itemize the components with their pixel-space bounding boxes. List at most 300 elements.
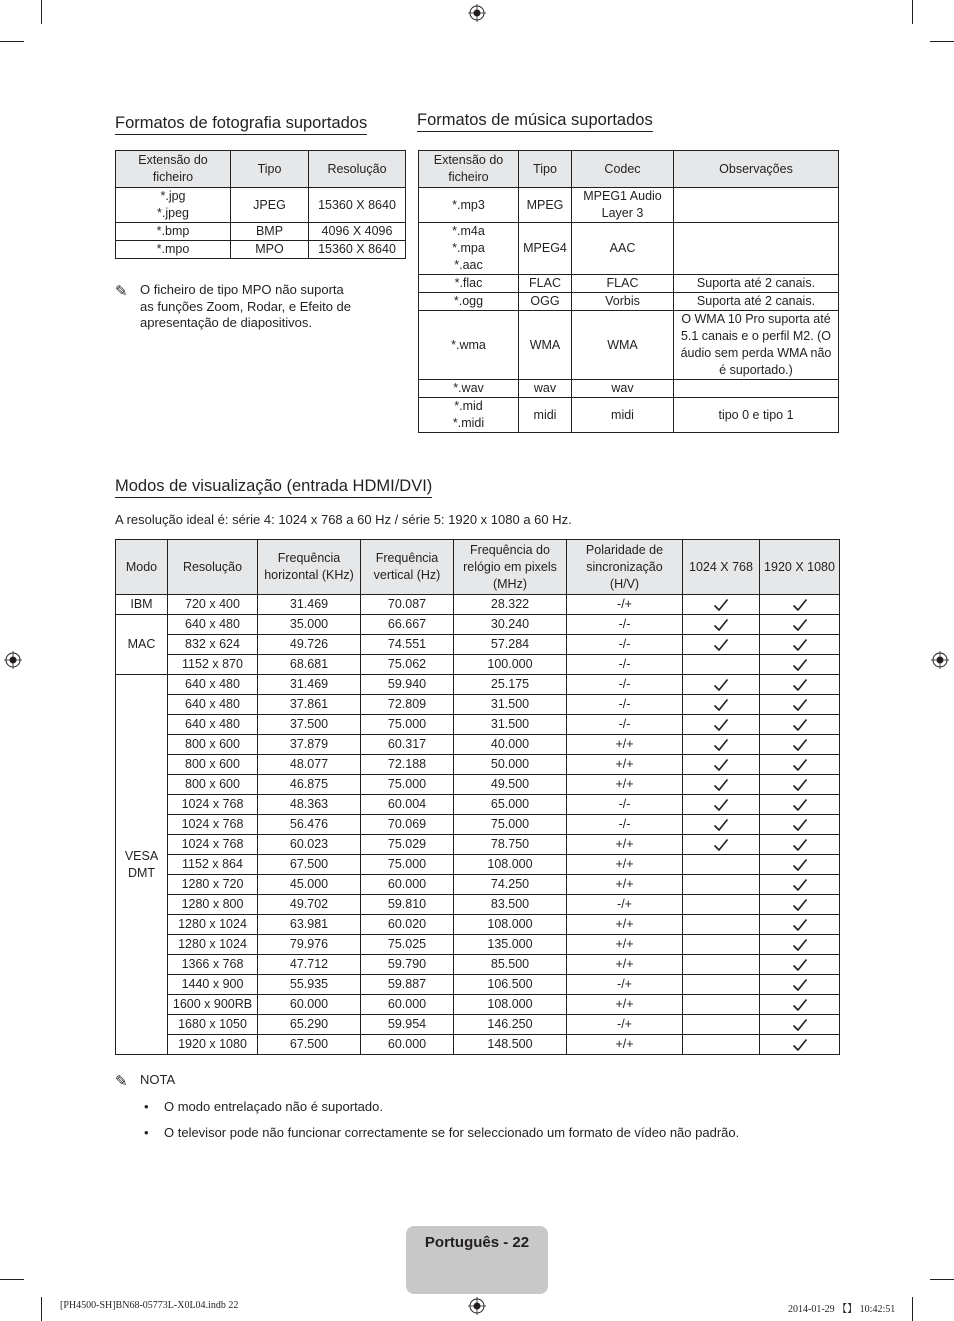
resolution-cell: 800 x 600 (168, 775, 258, 795)
type-cell: BMP (231, 223, 309, 241)
resolution-cell: 800 x 600 (168, 755, 258, 775)
modes-section-title: Modos de visualização (entrada HDMI/DVI) (115, 477, 432, 498)
extension-cell (116, 223, 231, 241)
table-row (116, 875, 840, 895)
resolution-cell: 640 x 480 (168, 675, 258, 695)
type-cell: FLAC (519, 275, 572, 293)
photo-table-header (116, 151, 406, 188)
extension-cell (419, 275, 519, 293)
pixel-clock-cell: 75.000 (454, 815, 567, 835)
supported-cell (683, 675, 760, 695)
table-row (116, 695, 840, 715)
table-row (116, 188, 406, 223)
crop-mark (912, 0, 913, 24)
table-row (116, 1015, 840, 1035)
music-section-title: Formatos de música suportados (417, 111, 653, 132)
cell-text: sincronização (586, 559, 663, 574)
pixel-clock-cell: 57.284 (454, 635, 567, 655)
column-header: Tipo (231, 151, 309, 188)
extension-cell (419, 293, 519, 311)
table-row (116, 755, 840, 775)
supported-cell (760, 755, 840, 775)
polarity-cell: -/- (567, 715, 683, 735)
pixel-clock-cell: 78.750 (454, 835, 567, 855)
checkmark-icon (792, 658, 808, 672)
crop-mark (930, 41, 954, 42)
pixel-clock-cell: 148.500 (454, 1035, 567, 1055)
supported-cell (683, 715, 760, 735)
cell-text: 1024 X 768 (689, 559, 753, 574)
checkmark-icon (792, 798, 808, 812)
polarity-cell: +/+ (567, 915, 683, 935)
checkmark-icon (713, 598, 729, 612)
supported-cell (760, 655, 840, 675)
polarity-cell: -/- (567, 635, 683, 655)
supported-cell (683, 795, 760, 815)
pixel-clock-cell: 40.000 (454, 735, 567, 755)
table-row (116, 815, 840, 835)
v-freq-cell: 59.940 (361, 675, 454, 695)
resolution-cell: 1280 x 800 (168, 895, 258, 915)
cell-text: Vorbis (605, 294, 640, 308)
codec-cell (572, 223, 674, 275)
h-freq-cell: 37.879 (258, 735, 361, 755)
h-freq-cell: 46.875 (258, 775, 361, 795)
h-freq-cell: 67.500 (258, 855, 361, 875)
polarity-cell: +/+ (567, 775, 683, 795)
v-freq-cell: 70.069 (361, 815, 454, 835)
table-row (419, 275, 839, 293)
supported-cell (760, 975, 840, 995)
h-freq-cell: 35.000 (258, 615, 361, 635)
note-bullet-1: O modo entrelaçado não é suportado. (164, 1099, 383, 1114)
table-row (116, 995, 840, 1015)
page-number: Português - 22 (424, 1234, 530, 1251)
supported-cell (683, 835, 760, 855)
cell-text: horizontal (KHz) (264, 568, 354, 582)
resolution-cell: 1152 x 864 (168, 855, 258, 875)
supported-cell (760, 895, 840, 915)
codec-cell (572, 398, 674, 433)
cell-text: relógio em pixels (463, 559, 557, 574)
table-row (116, 975, 840, 995)
crop-mark (912, 1297, 913, 1321)
cell-text: IBM (130, 597, 153, 611)
empty-cell (683, 995, 760, 1015)
crop-mark (41, 1297, 42, 1321)
h-freq-cell: 60.000 (258, 995, 361, 1015)
h-freq-cell: 49.726 (258, 635, 361, 655)
empty-cell (683, 955, 760, 975)
cell-text: Frequência (277, 551, 341, 565)
polarity-cell: -/- (567, 675, 683, 695)
pixel-clock-cell: 25.175 (454, 675, 567, 695)
cell-text: *.jpg (160, 189, 186, 203)
cell-text: *.mid (454, 399, 483, 413)
cell-text: as funções Zoom, Rodar, e Efeito de (140, 298, 352, 314)
v-freq-cell: 75.000 (361, 775, 454, 795)
resolution-cell: 15360 X 8640 (309, 241, 406, 259)
polarity-cell: +/+ (567, 955, 683, 975)
supported-cell (683, 635, 760, 655)
checkmark-icon (713, 698, 729, 712)
cell-text: *.jpeg (157, 206, 189, 220)
checkmark-icon (792, 998, 808, 1012)
pixel-clock-cell: 65.000 (454, 795, 567, 815)
crop-mark (0, 1279, 24, 1280)
bullet-dot: • (144, 1099, 149, 1114)
cell-text: (MHz) (492, 576, 527, 591)
v-freq-cell: 75.000 (361, 715, 454, 735)
cell-text: DMT (127, 865, 156, 880)
column-header (361, 540, 454, 595)
pixel-clock-cell: 100.000 (454, 655, 567, 675)
cell-text: midi (611, 407, 634, 422)
mode-cell (116, 595, 168, 615)
table-row (419, 223, 839, 275)
polarity-cell: +/+ (567, 935, 683, 955)
checkmark-icon (713, 778, 729, 792)
extension-cell (419, 311, 519, 380)
cell-text: áudio sem perda WMA não (680, 346, 832, 360)
extension-cell (419, 380, 519, 398)
checkmark-icon (713, 718, 729, 732)
cell-text: *.aac (454, 258, 483, 272)
print-slug-left: [PH4500-SH]BN68-05773L-X0L04.indb 22 (60, 1300, 239, 1311)
supported-cell (683, 815, 760, 835)
checkmark-icon (792, 1018, 808, 1032)
supported-cell (760, 615, 840, 635)
pixel-clock-cell: 28.322 (454, 595, 567, 615)
checkmark-icon (792, 858, 808, 872)
extension-cell (116, 241, 231, 259)
extension-cell (116, 188, 231, 223)
cell-text: *.mpa (452, 241, 485, 255)
empty-cell (683, 875, 760, 895)
supported-cell (760, 595, 840, 615)
type-cell: JPEG (231, 188, 309, 223)
polarity-cell: +/+ (567, 1035, 683, 1055)
photo-formats-table (115, 150, 406, 259)
registration-mark-icon (468, 4, 486, 22)
checkmark-icon (792, 838, 808, 852)
v-freq-cell: 60.020 (361, 915, 454, 935)
checkmark-icon (792, 738, 808, 752)
photo-note (140, 282, 351, 332)
v-freq-cell: 66.667 (361, 615, 454, 635)
pixel-clock-cell: 108.000 (454, 995, 567, 1015)
cell-text: Polaridade de (585, 542, 664, 557)
checkmark-icon (792, 958, 808, 972)
cell-text: apresentação de diapositivos. (140, 315, 313, 330)
resolution-cell: 4096 X 4096 (309, 223, 406, 241)
column-header: Extensão do ficheiro (116, 151, 231, 188)
table-row (419, 188, 839, 223)
cell-text: WMA (607, 337, 638, 352)
cell-text: Suporta até 2 canais. (696, 276, 816, 290)
supported-cell (760, 795, 840, 815)
cell-text: Frequência (375, 551, 439, 565)
table-row (116, 595, 840, 615)
resolution-cell: 1366 x 768 (168, 955, 258, 975)
cell-text: Layer 3 (601, 206, 644, 220)
resolution-cell: 1440 x 900 (168, 975, 258, 995)
h-freq-cell: 60.023 (258, 835, 361, 855)
empty-cell (683, 1035, 760, 1055)
polarity-cell: +/+ (567, 855, 683, 875)
checkmark-icon (792, 678, 808, 692)
registration-mark-icon (468, 1297, 486, 1315)
type-cell: MPO (231, 241, 309, 259)
resolution-cell: 1152 x 870 (168, 655, 258, 675)
table-row (116, 241, 406, 259)
column-header: Observações (674, 151, 839, 188)
polarity-cell: +/+ (567, 835, 683, 855)
resolution-cell: 800 x 600 (168, 735, 258, 755)
cell-text: Resolução (182, 559, 243, 574)
music-table-header (419, 151, 839, 188)
v-freq-cell: 60.000 (361, 875, 454, 895)
supported-cell (760, 935, 840, 955)
pixel-clock-cell: 30.240 (454, 615, 567, 635)
checkmark-icon (792, 618, 808, 632)
resolution-cell: 1280 x 1024 (168, 915, 258, 935)
polarity-cell: +/+ (567, 875, 683, 895)
table-row (419, 311, 839, 380)
supported-cell (760, 715, 840, 735)
column-header (258, 540, 361, 595)
supported-cell (760, 635, 840, 655)
codec-cell (572, 380, 674, 398)
resolution-cell: 1680 x 1050 (168, 1015, 258, 1035)
cell-text: 1920 X 1080 (764, 559, 835, 574)
table-row (116, 735, 840, 755)
cell-text: *.flac (454, 276, 483, 290)
v-freq-cell: 59.790 (361, 955, 454, 975)
cell-text: *.wav (453, 381, 484, 395)
h-freq-cell: 48.077 (258, 755, 361, 775)
observations-cell (674, 293, 839, 311)
type-cell: MPEG4 (519, 223, 572, 275)
resolution-cell: 1024 x 768 (168, 815, 258, 835)
table-row (116, 795, 840, 815)
empty-cell (683, 975, 760, 995)
pixel-clock-cell: 146.250 (454, 1015, 567, 1035)
table-row (116, 223, 406, 241)
checkmark-icon (792, 758, 808, 772)
empty-cell (683, 655, 760, 675)
resolution-cell: 1600 x 900RB (168, 995, 258, 1015)
column-header: Resolução (309, 151, 406, 188)
cell-text: O WMA 10 Pro suporta até (681, 312, 831, 326)
polarity-cell: -/+ (567, 1015, 683, 1035)
polarity-cell: -/+ (567, 975, 683, 995)
table-row (116, 855, 840, 875)
checkmark-icon (792, 638, 808, 652)
resolution-cell: 640 x 480 (168, 715, 258, 735)
h-freq-cell: 37.861 (258, 695, 361, 715)
h-freq-cell: 45.000 (258, 875, 361, 895)
supported-cell (760, 775, 840, 795)
observations-cell (674, 223, 839, 275)
cell-text: (H/V) (609, 576, 640, 591)
polarity-cell: +/+ (567, 755, 683, 775)
v-freq-cell: 59.954 (361, 1015, 454, 1035)
cell-text: Modo (125, 559, 158, 574)
column-header: Codec (572, 151, 674, 188)
pixel-clock-cell: 31.500 (454, 715, 567, 735)
note-title: NOTA (140, 1072, 176, 1087)
resolution-cell: 1920 x 1080 (168, 1035, 258, 1055)
supported-cell (760, 955, 840, 975)
resolution-cell: 1024 x 768 (168, 835, 258, 855)
crop-mark (930, 1279, 954, 1280)
cell-text: *.bmp (156, 224, 190, 238)
resolution-cell: 15360 X 8640 (309, 188, 406, 223)
column-header (168, 540, 258, 595)
mode-cell (116, 615, 168, 675)
h-freq-cell: 47.712 (258, 955, 361, 975)
cell-text: *.m4a (452, 224, 485, 238)
checkmark-icon (792, 698, 808, 712)
supported-cell (760, 1035, 840, 1055)
v-freq-cell: 75.000 (361, 855, 454, 875)
type-cell: OGG (519, 293, 572, 311)
cell-text: *.ogg (453, 294, 484, 308)
supported-cell (683, 595, 760, 615)
empty-cell (683, 1015, 760, 1035)
pixel-clock-cell: 74.250 (454, 875, 567, 895)
cell-text: AAC (609, 241, 636, 255)
h-freq-cell: 79.976 (258, 935, 361, 955)
supported-cell (760, 875, 840, 895)
table-row (116, 835, 840, 855)
table-row (116, 655, 840, 675)
column-header: Tipo (519, 151, 572, 188)
crop-mark (0, 41, 24, 42)
cell-text: FLAC (606, 276, 639, 290)
table-row (116, 675, 840, 695)
supported-cell (760, 995, 840, 1015)
h-freq-cell: 31.469 (258, 595, 361, 615)
note-bullet-2: O televisor pode não funcionar correctamente se for seleccionado um formato de vídeo não padrão. (164, 1125, 740, 1140)
v-freq-cell: 60.317 (361, 735, 454, 755)
polarity-cell: -/+ (567, 895, 683, 915)
polarity-cell: +/+ (567, 995, 683, 1015)
checkmark-icon (713, 798, 729, 812)
observations-cell (674, 188, 839, 223)
supported-cell (683, 615, 760, 635)
extension-cell (419, 188, 519, 223)
table-row (116, 635, 840, 655)
column-header (567, 540, 683, 595)
supported-cell (760, 855, 840, 875)
table-row (116, 715, 840, 735)
checkmark-icon (792, 918, 808, 932)
checkmark-icon (792, 978, 808, 992)
supported-cell (760, 835, 840, 855)
h-freq-cell: 63.981 (258, 915, 361, 935)
cell-text: MPEG1 Audio (583, 189, 662, 203)
cell-text: 5.1 canais e o perfil M2. (O (680, 329, 832, 343)
checkmark-icon (792, 718, 808, 732)
checkmark-icon (713, 838, 729, 852)
crop-mark (41, 0, 42, 24)
note-pencil-icon: ✎ (115, 1073, 128, 1090)
pixel-clock-cell: 108.000 (454, 915, 567, 935)
cell-text: *.mp3 (452, 197, 485, 212)
empty-cell (683, 915, 760, 935)
cell-text: Suporta até 2 canais. (696, 294, 816, 308)
supported-cell (760, 735, 840, 755)
supported-cell (760, 695, 840, 715)
cell-text: Frequência do (470, 542, 550, 557)
empty-cell (683, 855, 760, 875)
checkmark-icon (792, 778, 808, 792)
cell-text: *.wma (451, 337, 486, 352)
pixel-clock-cell: 108.000 (454, 855, 567, 875)
v-freq-cell: 74.551 (361, 635, 454, 655)
checkmark-icon (713, 638, 729, 652)
pixel-clock-cell: 135.000 (454, 935, 567, 955)
cell-text: é suportado.) (719, 363, 793, 377)
cell-text: vertical (Hz) (373, 568, 441, 582)
modes-table-header (116, 540, 840, 595)
column-header (683, 540, 760, 595)
table-row (116, 1035, 840, 1055)
resolution-cell: 832 x 624 (168, 635, 258, 655)
observations-cell (674, 398, 839, 433)
h-freq-cell: 65.290 (258, 1015, 361, 1035)
cell-text: *.mpo (156, 242, 190, 256)
table-row (116, 615, 840, 635)
v-freq-cell: 72.809 (361, 695, 454, 715)
type-cell: MPEG (519, 188, 572, 223)
type-cell: WMA (519, 311, 572, 380)
pixel-clock-cell: 83.500 (454, 895, 567, 915)
v-freq-cell: 60.000 (361, 1035, 454, 1055)
checkmark-icon (792, 598, 808, 612)
h-freq-cell: 48.363 (258, 795, 361, 815)
v-freq-cell: 75.025 (361, 935, 454, 955)
table-row (116, 935, 840, 955)
checkmark-icon (713, 618, 729, 632)
resolution-cell: 1280 x 720 (168, 875, 258, 895)
polarity-cell: -/- (567, 615, 683, 635)
polarity-cell: +/+ (567, 735, 683, 755)
polarity-cell: -/- (567, 695, 683, 715)
table-row (116, 775, 840, 795)
cell-text: wav (611, 381, 634, 395)
table-row (419, 398, 839, 433)
h-freq-cell: 55.935 (258, 975, 361, 995)
cell-text: tipo 0 e tipo 1 (718, 407, 794, 422)
polarity-cell: -/+ (567, 595, 683, 615)
supported-cell (760, 1015, 840, 1035)
display-modes-table (115, 539, 840, 1055)
codec-cell (572, 188, 674, 223)
checkmark-icon (792, 818, 808, 832)
note-pencil-icon: ✎ (115, 283, 128, 300)
photo-section-title: Formatos de fotografia suportados (115, 114, 367, 135)
modes-intro: A resolução ideal é: série 4: 1024 x 768 a 60 Hz / série 5: 1920 x 1080 a 60 Hz. (115, 512, 572, 527)
checkmark-icon (713, 818, 729, 832)
supported-cell (760, 815, 840, 835)
h-freq-cell: 31.469 (258, 675, 361, 695)
pixel-clock-cell: 49.500 (454, 775, 567, 795)
pixel-clock-cell: 85.500 (454, 955, 567, 975)
table-row (116, 895, 840, 915)
